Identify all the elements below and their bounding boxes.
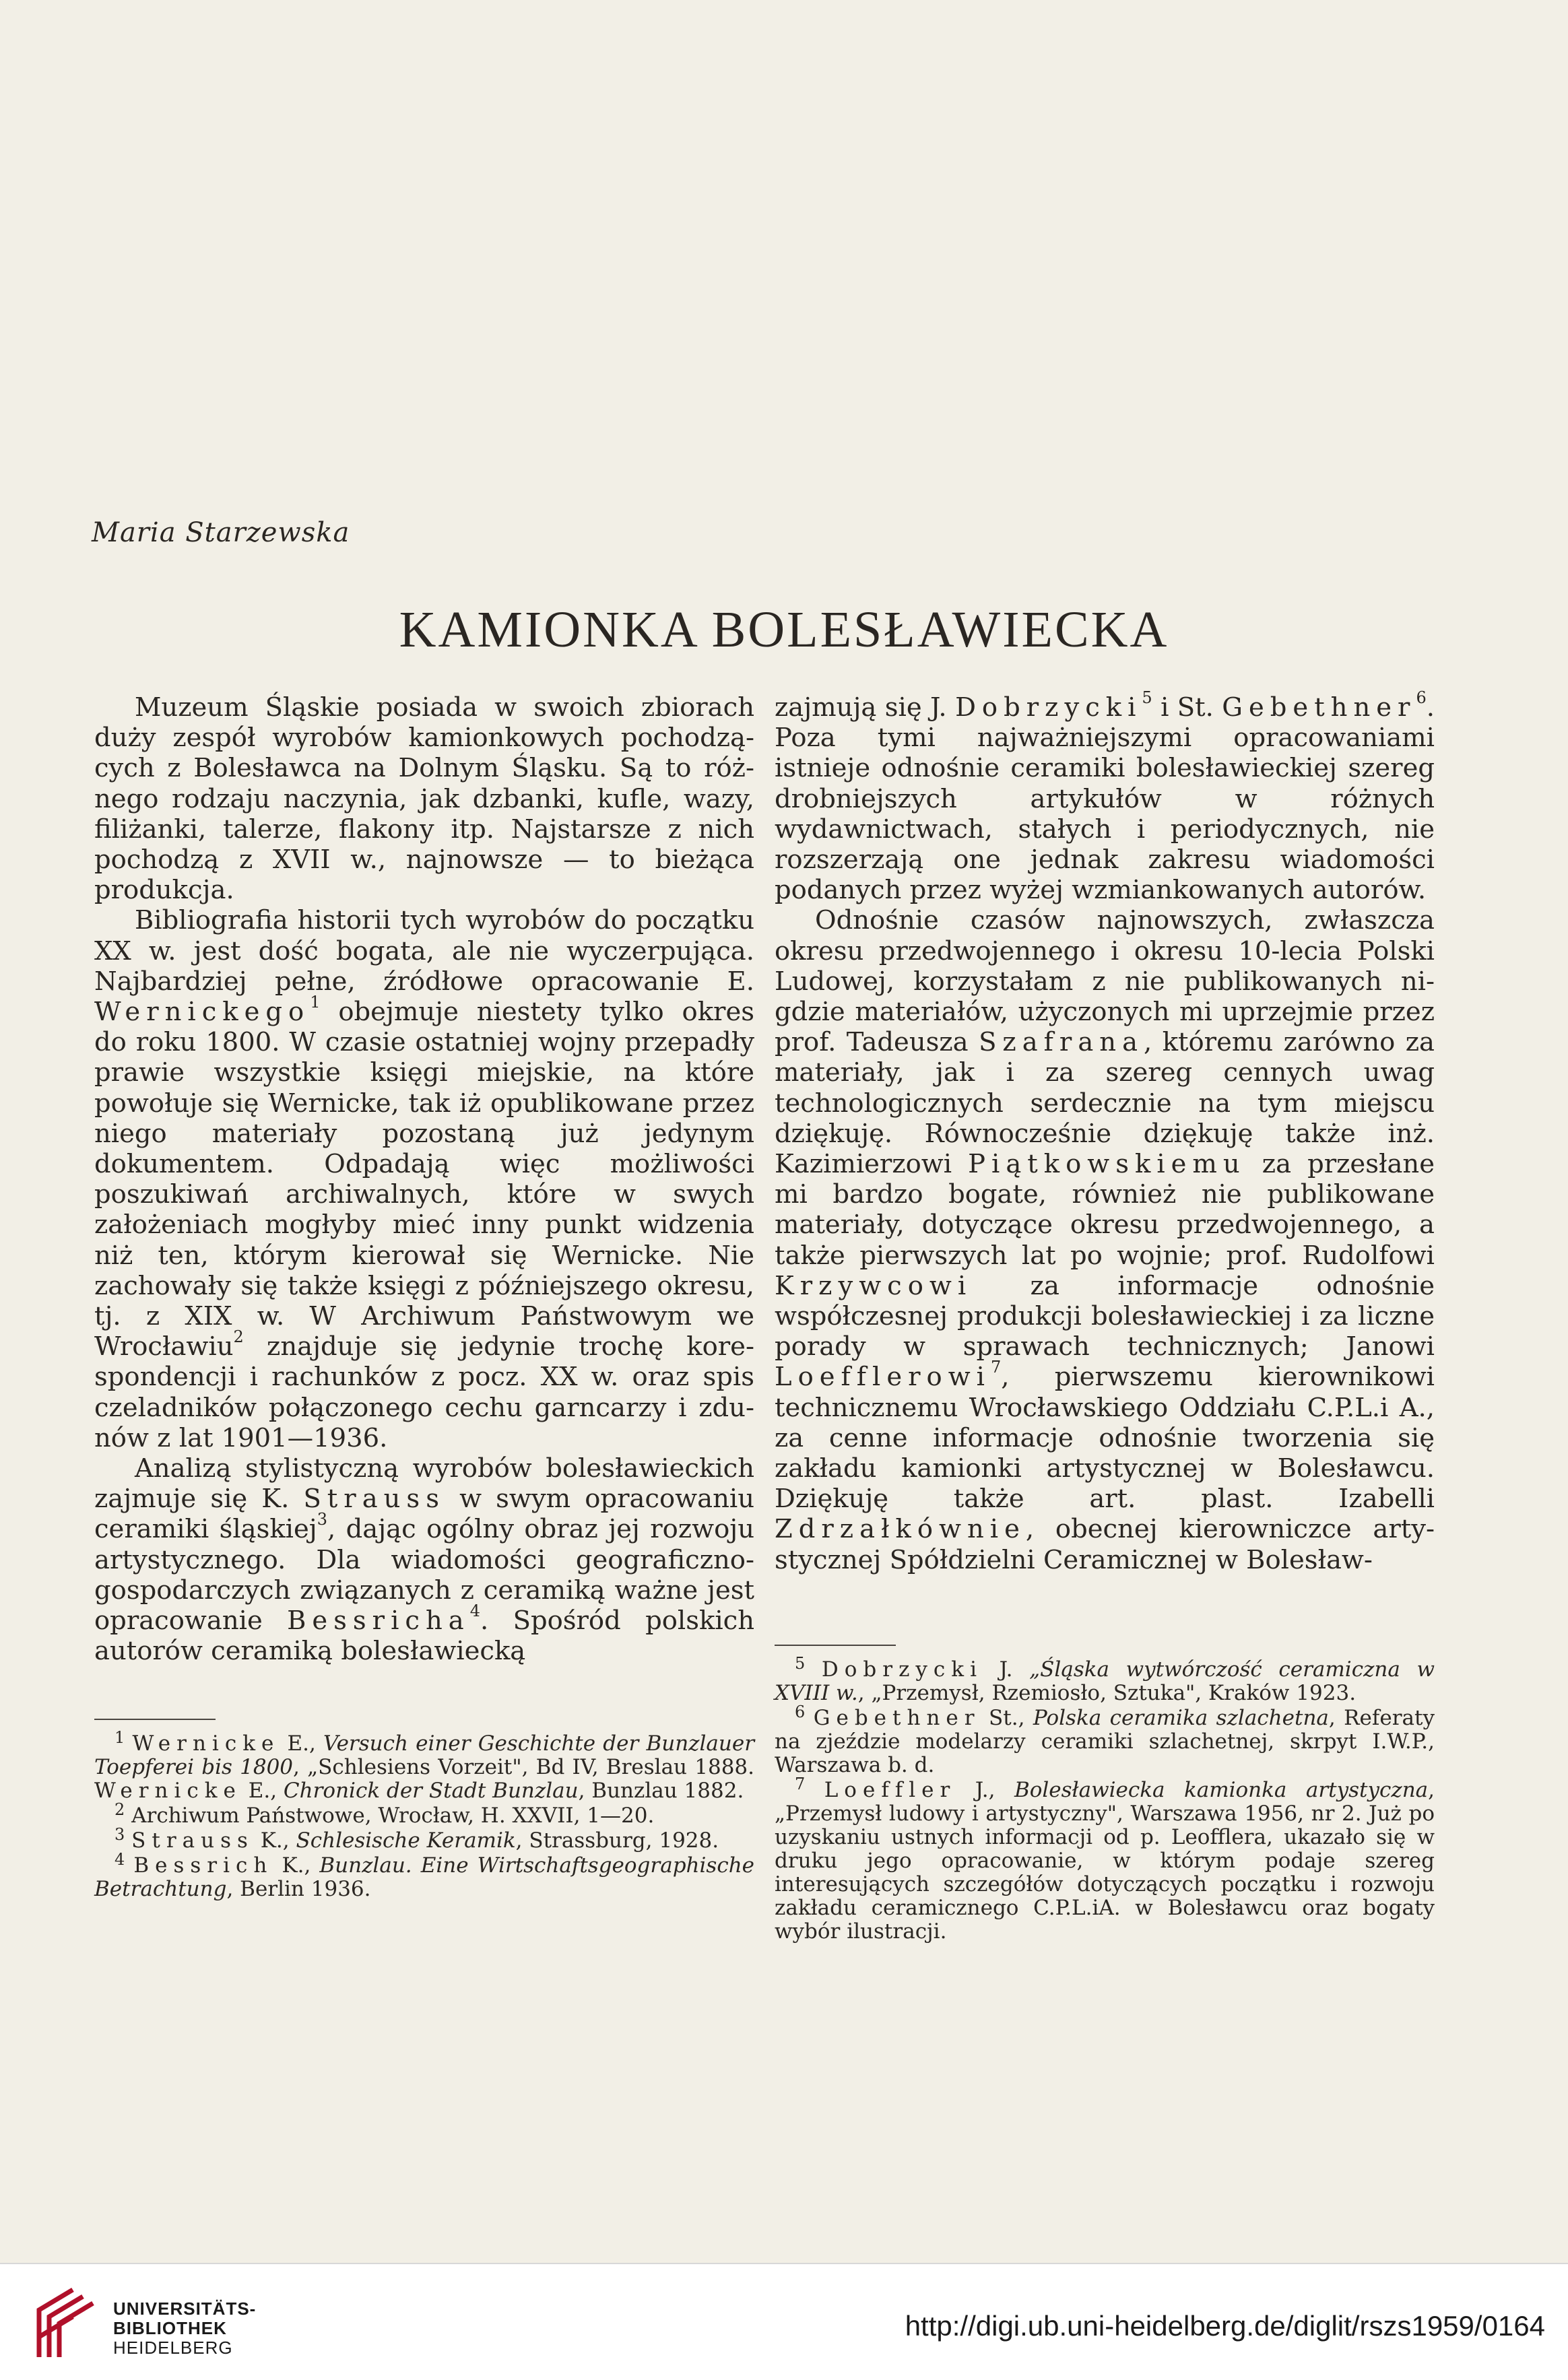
footnote-rule	[775, 1645, 896, 1646]
paragraph: Analizą stylistyczną wyrobów bolesławieckich zajmuje się K. Strauss w swym opracowaniu ceramiki śląskiej$^3$, dając ogólny obraz jej rozwoju artystycznego. Dla wiadomości geograficzno-gospodarczych związanych z ceramiką ważne jest opracowanie Bessricha$^4$. Spośród polskich autorów ceramiką bolesławiecką	[94, 1453, 754, 1667]
footnote: $^3$ Strauss K., Schlesische Keramik, Strassburg, 1928.	[115, 1825, 719, 1853]
library-footer	[0, 2263, 1568, 2380]
right-column	[775, 688, 1435, 1575]
footnote: $^4$ Bessrich K., Bunzlau. Eine Wirtschaftsgeographische Betrachtung, Berlin 1936.	[94, 1850, 755, 1901]
library-name-line: BIBLIOTHEK	[113, 2318, 227, 2338]
author-name: Maria Starzewska	[92, 517, 350, 548]
paragraph: Odnośnie czasów najnowszych, zwłaszcza okresu przedwojennego i okresu 10-lecia Polski Ludowej, korzystałam z nie publikowanych nigdzie materiałów, użyczonych mi uprzejmie przez prof. Tadeusza Szafrana, któremu zarówno za materiały, jak i za szereg cennych uwag technologicznych serdecznie na tym miejscu dziękuję. Równocześnie dziękuję także inż. Kazimierzowi Piątkowskiemu za przesłane mi bardzo bogate, również nie publikowane materiały, dotyczące okresu przedwojennego, a także pierwszych lat po wojnie; prof. Rudolfowi Krzywcowi za informacje odnośnie współczesnej produkcji bolesławieckiej i za liczne porady w sprawach technicznych; Janowi Loefflerowi$^7$, pierwszemu kierownikowi technicznemu Wrocławskiego Oddziału C.P.L.i A., za cenne informacje odnośnie tworzenia się zakładu kamionki artystycznej w Bolesławcu. Dziękuję także art. plast. Izabelli Zdrzałkównie, obecnej kierowniczce artystycznej Spółdzielni Ceramicznej w Bolesław-	[775, 905, 1435, 1575]
footnote: $^6$ Gebethner St., Polska ceramika szlachetna, Referaty na zjeździe modelarzy ceramiki szlachetnej, skrpyt I.W.P., Warszawa b. d.	[775, 1703, 1435, 1777]
article-title: KAMIONKA BOLESŁAWIECKA	[399, 601, 1169, 658]
paragraph: zajmują się J. Dobrzycki$^5$ i St. Gebethner$^6$. Poza tymi najważniejszymi opracowaniami istnieje odnośnie ceramiki bolesławieckiej szereg drobniejszych artykułów w różnych wydawnictwach, stałych i periodycznych, nie rozszerzają one jednak zakresu wiadomości podanych przez wyżej wzmiankowanych autorów.	[775, 688, 1435, 906]
footnote: $^5$ Dobrzycki J. „Śląska wytwórczość ceramiczna w XVIII w., „Przemysł, Rzemiosło, Sztuka", Kraków 1923.	[775, 1654, 1435, 1705]
library-logo-icon	[32, 2283, 100, 2364]
library-name	[113, 2299, 256, 2358]
footnote: $^7$ Loeffler J., Bolesławiecka kamionka artystyczna, „Przemysł ludowy i artystyczny", Warszawa 1956, nr 2. Już po uzyskaniu ustnych informacji od p. Leofflera, ukazało się w druku jego opracowanie, w którym podaje szereg interesujących szczegółów dotyczących początku i rozwoju zakładu ceramicznego C.P.L.iA. w Bolesławcu oraz bogaty wybór ilustracji.	[775, 1775, 1435, 1944]
footnote: $^1$ Wernicke E., Versuch einer Geschichte der Bunzlauer Toepferei bis 1800, „Schlesiens Vorzeit", Bd IV, Breslau 1888. Wernicke E., Chronick der Stadt Bunzlau, Bunzlau 1882.	[94, 1728, 755, 1803]
footnote-rule	[94, 1719, 216, 1720]
left-footnotes	[94, 1728, 755, 1903]
source-url-link[interactable]: http://digi.ub.uni-heidelberg.de/diglit/rszs1959/0164	[905, 2310, 1545, 2342]
library-name-line: UNIVERSITÄTS-	[113, 2299, 257, 2319]
paragraph: Bibliografia historii tych wyrobów do początku XX w. jest dość bogata, ale nie wyczerpująca. Najbardziej pełne, źródłowe opracowanie E. Wernickego$^1$ obejmuje niestety tylko okres do roku 1800. W czasie ostatniej wojny przepadły prawie wszystkie księgi miejskie, na które powołuje się Wernicke, tak iż opublikowane przez niego materiały pozostaną już jedynym dokumentem. Odpadają więc możliwości poszukiwań archiwalnych, które w swych założeniach mogłyby mieć inny punkt widzenia niż ten, którym kierował się Wernicke. Nie zachowały się także księgi z późniejszego okresu, tj. z XIX w. W Archiwum Państwowym we Wrocławiu$^2$ znajduje się jedynie trochę korespondencji i rachunków z pocz. XX w. oraz spis czeladników połączonego cechu garncarzy i zdunów z lat 1901—1936.	[94, 905, 754, 1453]
paragraph: Muzeum Śląskie posiada w swoich zbiorach duży zespół wyrobów kamionkowych pochodzących z Bolesławca na Dolnym Śląsku. Są to różnego rodzaju naczynia, jak dzbanki, kufle, wazy, filiżanki, talerze, flakony itp. Najstarsze z nich pochodzą z XVII w., najnowsze — to bieżąca produkcja.	[94, 692, 754, 906]
left-column	[94, 692, 754, 1667]
right-footnotes	[775, 1654, 1435, 1945]
footnote: $^2$ Archiwum Państwowe, Wrocław, H. XXVII, 1—20.	[115, 1800, 655, 1828]
library-name-line: HEIDELBERG	[113, 2338, 233, 2358]
